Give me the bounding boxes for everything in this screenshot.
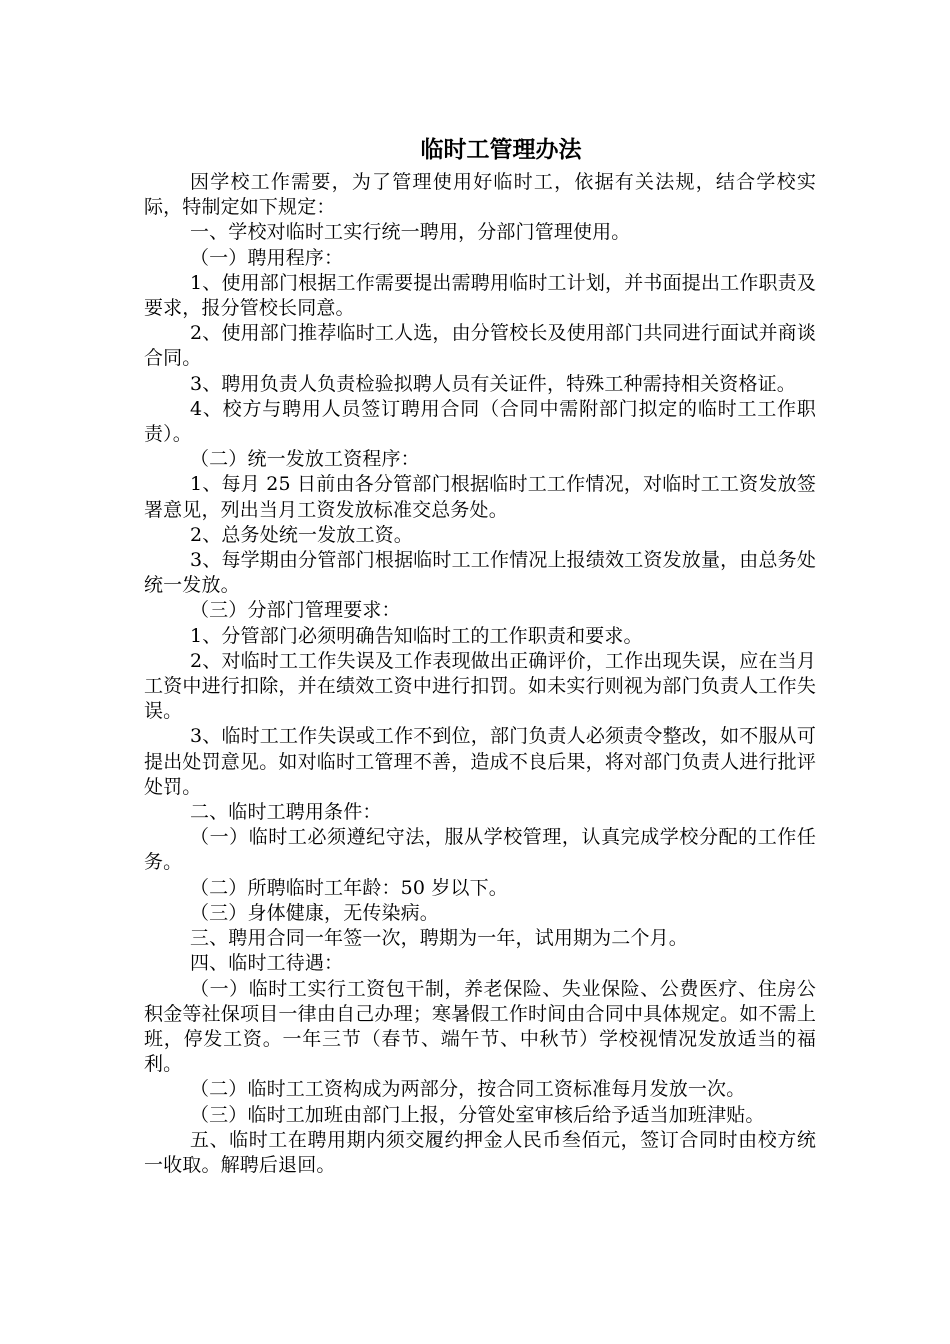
paragraph-1-2-3: 3、每学期由分管部门根据临时工工作情况上报绩效工资发放量，由总务处统一发放。 <box>144 549 816 597</box>
paragraph-1-1-1: 1、使用部门根据工作需要提出需聘用临时工计划，并书面提出工作职责及要求，报分管校长同意。 <box>144 271 816 320</box>
document-title: 临时工管理办法 <box>420 136 582 163</box>
section-5-paragraph: 五、临时工在聘用期内须交履约押金人民币叁佰元，签订合同时由校方统一收取。解聘后退回。 <box>144 1128 816 1176</box>
paragraph-1-3-2: 2、对临时工工作失误及工作表现做出正确评价，工作出现失误，应在当月工资中进行扣除，并在绩效工资中进行扣罚。如未实行则视为部门负责人工作失误。 <box>144 649 816 723</box>
paragraph-4-1: （一）临时工实行工资包干制，养老保险、失业保险、公费医疗、住房公积金等社保项目一律由自己办理；寒暑假工作时间由合同中具体规定。如不需上班，停发工资。一年三节（春节、端午节、中秋节）学校视情况发放适当的福利。 <box>144 977 816 1076</box>
subsection-1-1-heading: （一）聘用程序： <box>190 246 344 269</box>
paragraph-2-2: （二）所聘临时工年龄：50 岁以下。 <box>190 876 508 899</box>
paragraph-1-3-1: 1、分管部门必须明确告知临时工的工作职责和要求。 <box>190 624 643 647</box>
paragraph-1-1-4: 4、校方与聘用人员签订聘用合同（合同中需附部门拟定的临时工工作职责）。 <box>144 397 816 446</box>
paragraph-1-1-3: 3、聘用负责人负责检验拟聘人员有关证件，特殊工种需持相关资格证。 <box>190 372 796 395</box>
subsection-1-3-heading: （三）分部门管理要求： <box>190 599 401 622</box>
paragraph-4-2: （二）临时工工资构成为两部分，按合同工资标准每月发放一次。 <box>190 1078 746 1101</box>
paragraph-1-2-1: 1、每月 25 日前由各分管部门根据临时工工作情况，对临时工工资发放签署意见，列出当月工资发放标准交总务处。 <box>144 473 816 521</box>
section-4-heading: 四、临时工待遇： <box>190 952 344 975</box>
paragraph-1-3-3: 3、临时工工作失误或工作不到位，部门负责人必须责令整改，如不服从可提出处罚意见。如对临时工管理不善，造成不良后果，将对部门负责人进行批评处罚。 <box>144 725 816 798</box>
section-3-paragraph: 三、聘用合同一年签一次，聘期为一年，试用期为二个月。 <box>190 927 688 950</box>
paragraph-intro: 因学校工作需要，为了管理使用好临时工，依据有关法规，结合学校实际，特制定如下规定： <box>144 171 816 219</box>
document-body <box>144 170 816 1178</box>
paragraph-4-3: （三）临时工加班由部门上报，分管处室审核后给予适当加班津贴。 <box>190 1103 765 1126</box>
paragraph-2-1: （一）临时工必须遵纪守法，服从学校管理，认真完成学校分配的工作任务。 <box>144 826 816 874</box>
subsection-1-2-heading: （二）统一发放工资程序： <box>190 448 420 471</box>
paragraph-1-1-2: 2、使用部门推荐临时工人选，由分管校长及使用部门共同进行面试并商谈合同。 <box>144 322 816 370</box>
section-2-heading: 二、临时工聘用条件： <box>190 801 382 824</box>
section-1-heading: 一、学校对临时工实行统一聘用，分部门管理使用。 <box>190 221 631 244</box>
paragraph-1-2-2: 2、总务处统一发放工资。 <box>190 523 413 546</box>
paragraph-2-3: （三）身体健康，无传染病。 <box>190 901 439 924</box>
